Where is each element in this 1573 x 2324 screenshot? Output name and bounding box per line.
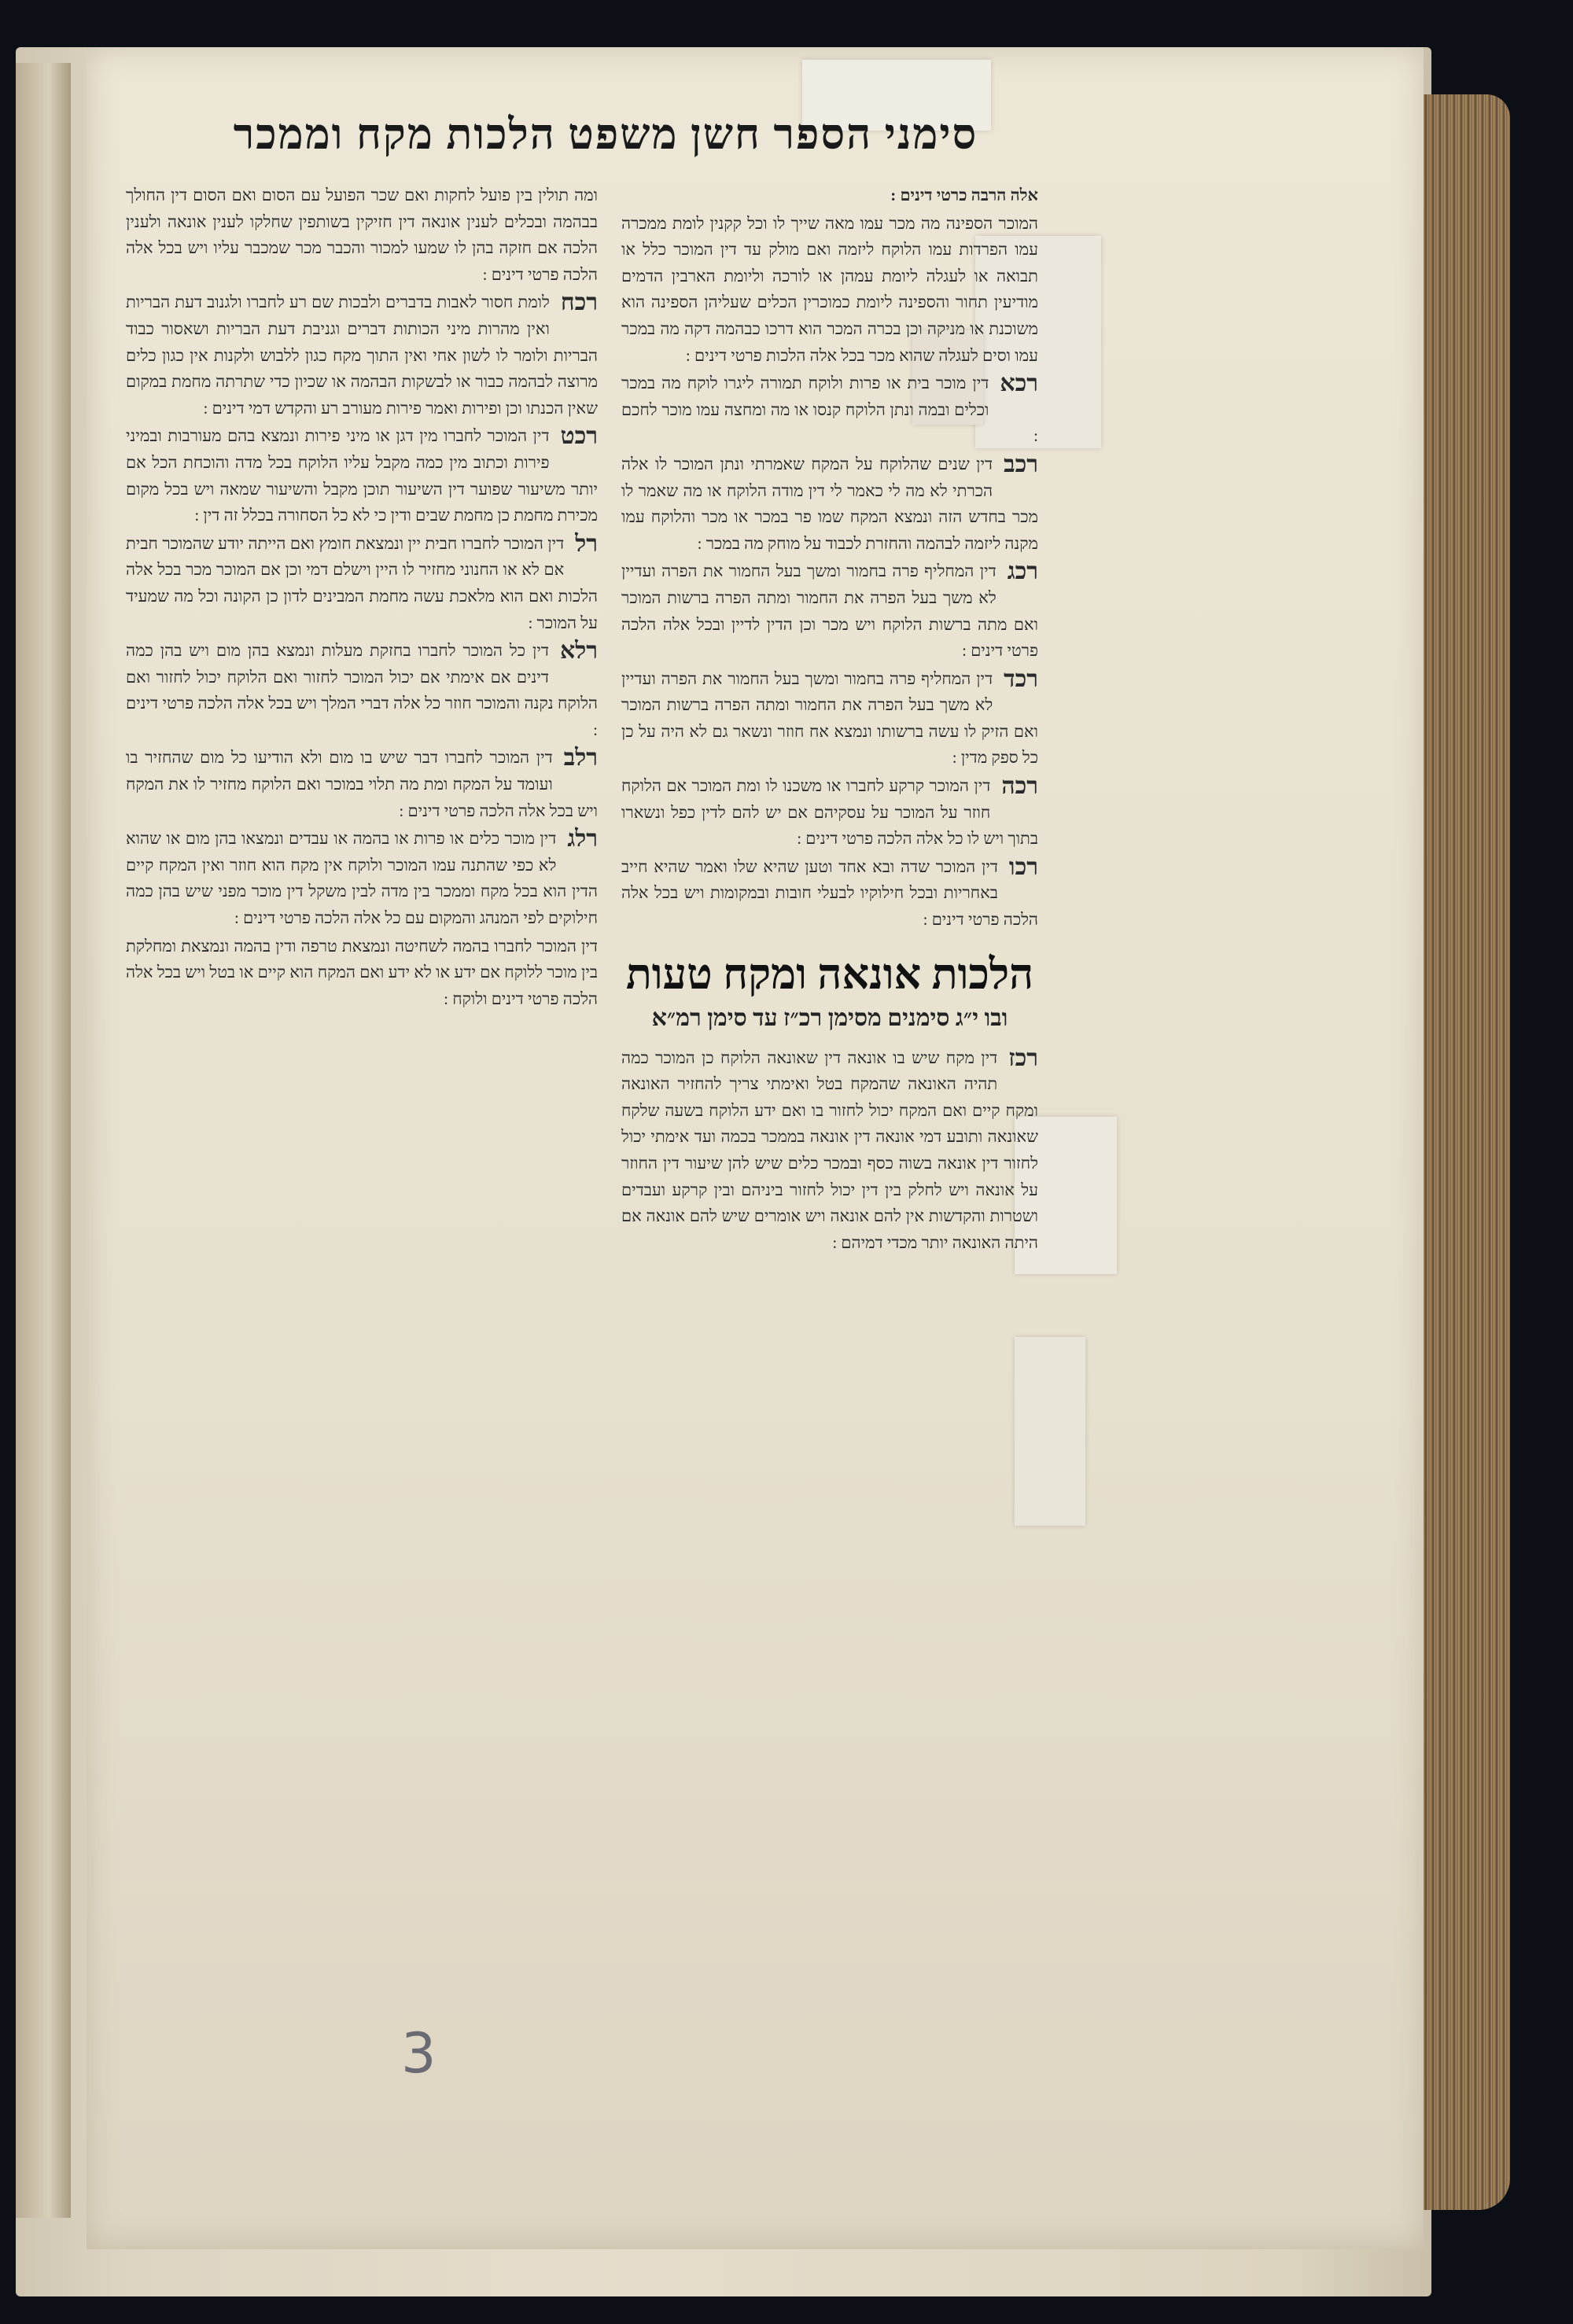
siman-number: רכח: [560, 289, 598, 316]
paragraph-text: דין המוכר לחברו דבר שיש בו מום ולא הודיעו כל מום שהחזיר בו ועומד על המקח ומת מה תלוי במוכר ואם הלוקח מחזיר לו את המקח ויש בכל אלה הלכה פרטי דינים :: [126, 748, 598, 820]
paragraph: [621, 666, 1038, 772]
right-column: [621, 182, 1038, 1258]
paragraph-text: דין המוכר לחברו חבית יין ונמצאת חומץ ואם הייתה יודע שהמוכר חבית אם לא או החנוני מחזיר לו היין וישלם דמי וכן אם המוכר מכר בכל אלה הלכות ואם הוא מלאכת עשה מחמת המבינים לדון כן הקונה וכל מה שמעיד על המוכר :: [126, 533, 598, 632]
paragraph: [621, 1045, 1038, 1257]
paragraph: [621, 773, 1038, 853]
paragraph-text: דין המוכר שדה ובא אחד וטען שהיא שלו ואמר שהיא חייב באחריות ובכל חילוקיו לבעלי חובות ובמקומות ויש בכל אלה הלכה פרטי דינים :: [621, 856, 1038, 930]
paragraph-text: דין המוכר קרקע לחברו או משכנו לו ומת המוכר אם הלוקח חוזר על המוכר על עסקיהם אם יש להם לדין כפל ונשארו בתוך ויש לו כל אלה הלכה פרטי דינים :: [621, 776, 1038, 849]
paragraph-text: לומת חסור לאבות בדברים ולבכות שם רע לחברו ולגנוב דעת הבריות ואין מהרות מיני הכותות דברים וגניבת דעת הבריות ושאסור כבוד הבריות ולומר לו לשון אחי ואין התוך מקח כגון ללבוש ולקנות אין כגון כלים מרוצה לבהמה כבור או לבשקות הבהמה או שכיון כדי שתרתה מחמת במקום שאין הכנתו וכן ופירות ואמר פירות מעורב רע והקדש דמי דינים :: [126, 293, 598, 418]
paragraph-text: דין כל המוכר לחברו בחזקת מעלות ונמצא בהן מום ויש בהן כמה דינים אם אימתי אם יכול המוכר לחזור ואם הלוקח יכול לחזור ואם הלוקח נקנה והמוכר חוזר כל אלה דברי המלך ויש בכל אלה הלכה פרטי דינים :: [126, 641, 598, 739]
siman-number: רלא: [559, 638, 598, 665]
paper-repair-patch: [1015, 1337, 1085, 1526]
siman-number: רכא: [1000, 370, 1038, 397]
left-page-edge: [16, 63, 71, 2218]
paragraph: [126, 423, 598, 529]
siman-number: רכד: [1004, 665, 1038, 692]
left-column: [126, 182, 598, 1014]
paragraph-text: דין המוכר לחברו מין דגן או מיני פירות ונמצא בהם מעורבות ובמיני פירות וכתוב מין כמה מקבל עליו הלוקח בכל מדה והוכחת הכל אם יותר משיעור שפוער דין השיעור תוכן מקבל והשיעור שמאה ויש בכל מקום מכירת מחמת כן מחמת שבים ודין כי לא כל הסחורה בכלל זה דין :: [126, 426, 598, 525]
paragraph-text: המוכר הספינה מה מכר עמו מאה שייך לו וכל קקנין לומת ממכרה עמו הפרדות עמו הלוקח ליזמה ואם מולק עד דין המוכר כלל או תבואה או לעגלה ליומת עמהן או לורכה וליומת הארבין הדמים מודיעין תחור והספינה ליומת כמוכרין הכלים שעליהן הספינה הוא משוכנת או מניקה וכן בכרה המכר הוא דרכו כבהמה דקה מה במכר עמו וסים לעגלה שהוא מכר בכל אלה הלכות פרטי דינים :: [621, 213, 1038, 365]
paragraph: [621, 211, 1038, 370]
paragraph: [126, 289, 598, 422]
paragraph: [126, 826, 598, 931]
paragraph-text: דין מקח שיש בו אונאה דין שאונאה הלוקח כן המוכר כמה תהיה האונאה שהמקח בטל ואימתי צריך להחזיר האונאה ומקח קיים ואם המקח יכול לחזור בו ואם ידע הלוקח בשעה שלקח שאונאה ותובע דמי אונאה דין אונאה בממכר בכמה ועד אימתי יכול לחזור דין אונאה בשוה כסף ובמכר כלים שיש להן שיעור דין החוזר על אונאה ויש לחלק בין דין יכול לחזור ביניהם ובין קרקע ועבדים ושטרות והקדשות אין להם אונאה ויש אומרים שיש להם אונאה אם היתה האונאה יותר מכדי דמיהם :: [621, 1048, 1038, 1252]
paragraph: [126, 531, 598, 636]
siman-number: רכו: [1008, 853, 1038, 880]
paragraph-text: דין שנים שהלוקח על המקח שאמרתי ונתן המוכר לו אלה הכרתי לא מה לי כאמר לי דין מודה הלוקח או מה שאמר לו מכר בחדש הזה ונמצא המקח שמו פר במכר או מכר והלוקח עמו מקנה ליזמה לבהמה והחזרת לכבוד על מוחק מה במכר :: [621, 454, 1038, 553]
paragraph-text: דין מוכר בית או פרות ולוקח תמורה ליגרו לוקח מה במכר וכלים ובמה ונתן הלוקח קנסו או מה ומחצה עמו מוכר לחכם :: [621, 374, 1038, 446]
running-head: סימני הספר חשן משפט הלכות מקח וממכר: [233, 111, 978, 158]
siman-number: רכט: [560, 423, 598, 450]
paragraph-text: דין המוכר לחברו בהמה לשחיטה ונמצאת טרפה ודין בהמה ונמצאת ומחלקת בין מוכר ללוקח אם ידע או לא ידע ואם המקח הוא קיים או בטל ויש בכל אלה הלכה פרטי דינים ולוקח :: [126, 936, 598, 1008]
column-intro: ומה תולין בין פועל לחקות ואם שכר הפועל עם הסום ואם הסום דין החולך בבהמה ובכלים לענין אונאה דין חזיקין בשותפין שחלקו לענין אונאה ולענין הלכה אם חזקה בהן לו שמעו למכור והכבר מכר שמכבר עליו ויש בכל אלה הלכה פרטי דינים :: [126, 186, 598, 284]
paragraph: [126, 745, 598, 824]
paragraph: [621, 558, 1038, 664]
paragraph: [126, 934, 598, 1013]
column-intro: אלה הרבה כרטי דינים :: [890, 186, 1038, 204]
siman-number: רל: [575, 530, 598, 557]
siman-number: רכה: [1001, 773, 1038, 800]
siman-number: רלג: [567, 826, 598, 853]
page-number: 3: [401, 2021, 437, 2086]
paragraph: [621, 451, 1038, 557]
siman-number: רכז: [1008, 1044, 1038, 1071]
paragraph-text: דין המחליף פרה בחמור ומשך בעל החמור את הפרה ועדיין לא משך בעל הפרה את החמור ומתה הפרה ברשות המוכר ואם הזיק לו עשה ברשותו ונמצא אח חוזר ונשאר גם לא היה על כן כל ספק מדין :: [621, 668, 1038, 768]
paragraph-text: דין המחליף פרה בחמור ומשך בעל החמור את הפרה ועדיין לא משך בעל הפרה את החמור ומתה הפרה ברשות המוכר ואם מתה ברשות הלוקח ויש מכר וכן הדין לדיין ובכל אלה הלכה פרטי דינים :: [621, 562, 1038, 661]
section-subtitle: ובו י״ג סימנים מסימן רכ״ז עד סימן רמ״א: [651, 1004, 1008, 1031]
siman-number: רכג: [1007, 558, 1038, 585]
paragraph-text: דין מוכר כלים או פרות או בהמה או עבדים ונמצאו בהן מום או שהוא לא כפי שהתנה עמו המוכר ולוקח אין מקח הוא חוזר ואין המקח קיים הדין הוא בכל מקח וממכר בין מדה לבין משקל דין מוכר מפני שיש בהן כמה חילוקים לפי המנהג והמקום עם כל אלה הלכה פרטי דינים :: [126, 829, 598, 928]
paragraph: [621, 370, 1038, 450]
paragraph: [126, 638, 598, 743]
paragraph: [621, 854, 1038, 934]
siman-number: רלב: [563, 745, 598, 772]
section-title: הלכות אונאה ומקח טעות: [625, 950, 1034, 998]
siman-number: רכב: [1004, 451, 1038, 477]
